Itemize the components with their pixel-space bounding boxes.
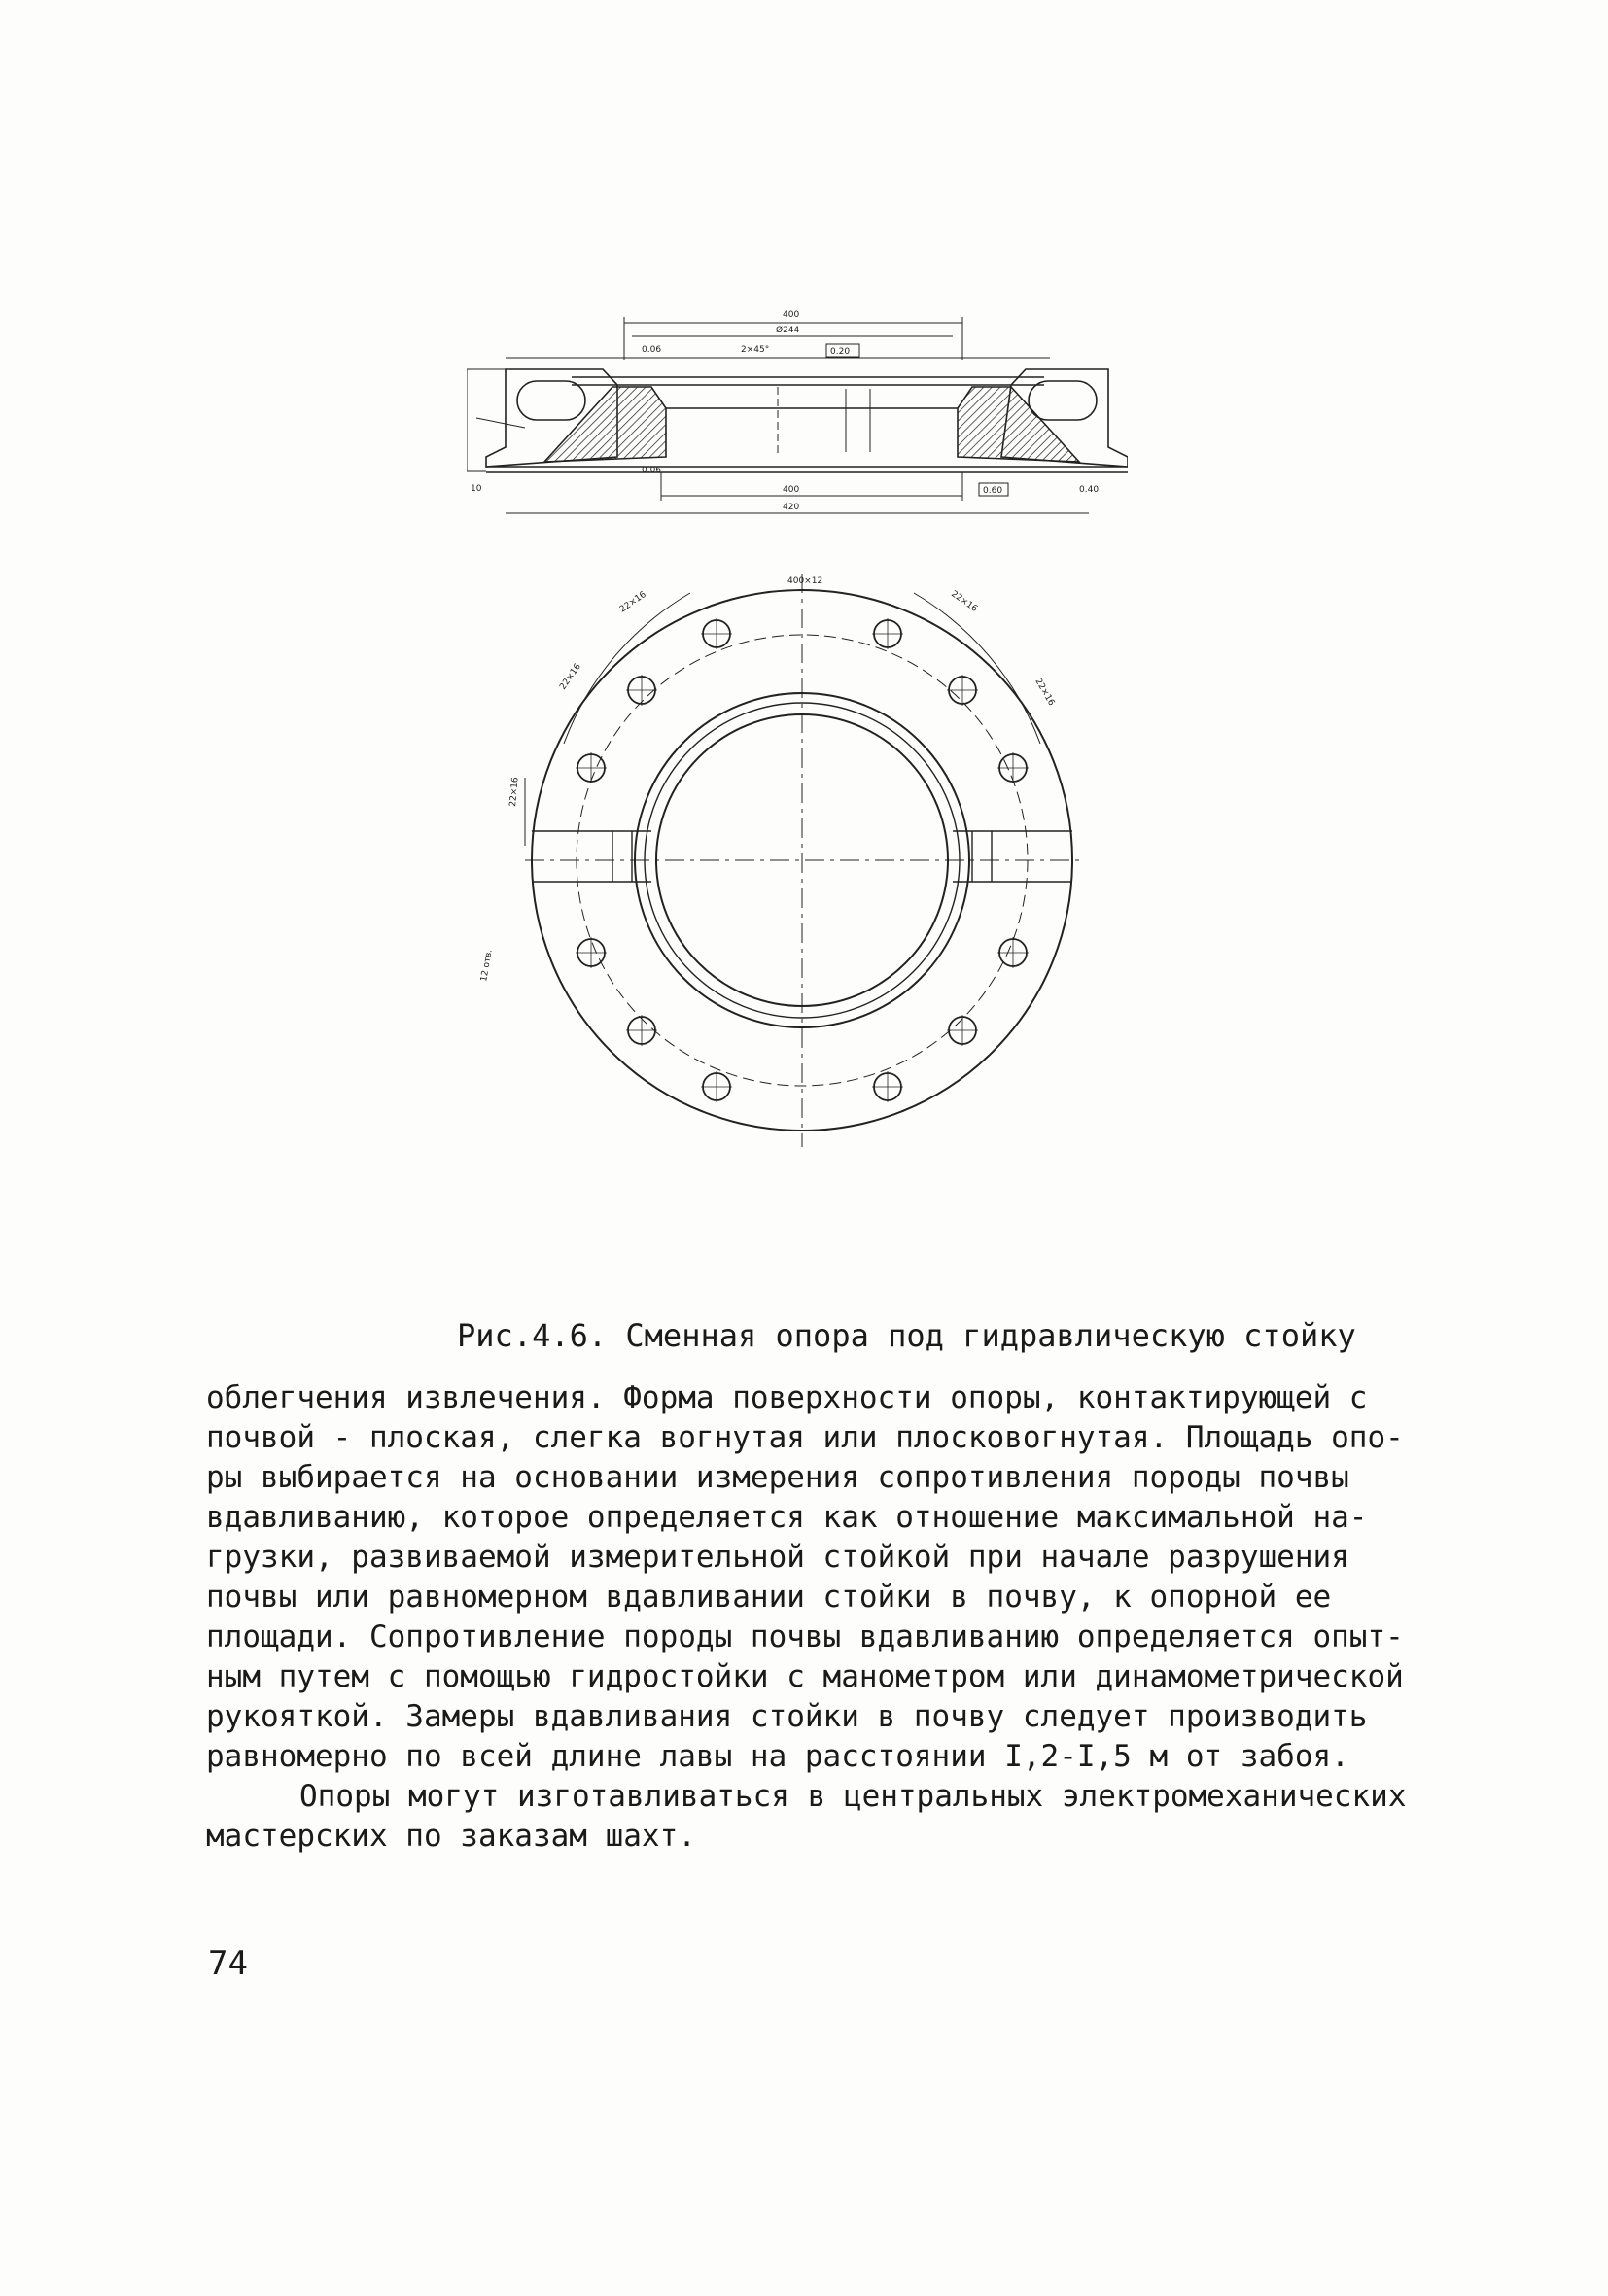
dim-top: Ø244: [776, 326, 800, 335]
dim-thickness: 10: [471, 484, 482, 494]
dim-roughness-top: 0.20: [830, 347, 851, 357]
dim-flag-top: 0.06: [642, 345, 662, 355]
paragraph2-line: Опоры могут изготавливаться в центральных электромеханических: [299, 1779, 1407, 1814]
paragraph1-line: вдавливанию, которое определяется как отношение максимальной на-: [206, 1500, 1368, 1535]
paragraph1-line: почвы или равномерном вдавливании стойки в почву, к опорной ее: [206, 1580, 1332, 1615]
paragraph1-line: ным путем с помощью гидростойки с манометром или динамометрической: [206, 1659, 1404, 1694]
paragraph1-line: рукояткой. Замеры вдавливания стойки в почву следует производить: [206, 1699, 1368, 1734]
dim-base-inner: 400: [783, 485, 800, 495]
dim-hole-a: 22×16: [617, 589, 648, 615]
technical-drawing: [467, 301, 1128, 1157]
dim-hole-d: 22×16: [949, 589, 979, 614]
paragraph1-line: грузки, развиваемой измерительной стойкой при начале разрушения: [206, 1540, 1349, 1575]
dim-hole-c: 22×16: [508, 777, 521, 808]
paragraph1-line: площади. Сопротивление породы почвы вдавливанию определяется опыт-: [206, 1619, 1404, 1654]
dim-base-outer: 420: [783, 503, 800, 512]
section-view: [467, 317, 1128, 513]
dim-overall-width: 400: [783, 310, 800, 320]
dim-flag-bottom: 0.06: [642, 466, 662, 475]
dim-circle-dia: 400×12: [787, 576, 823, 586]
paragraph1-line: равномерно по всей длине лавы на расстоянии I,2-I,5 м от забоя.: [206, 1739, 1349, 1774]
dim-roughness-right: 0.40: [1079, 485, 1100, 495]
paragraph1-line: облегчения извлечения. Форма поверхности опоры, контактирующей с: [206, 1380, 1368, 1415]
dim-hole-e: 22×16: [1032, 677, 1057, 708]
body-text: [206, 1378, 1412, 1857]
support-drawing-svg: [467, 301, 1128, 1157]
dim-roughness-bottom: 0.60: [983, 486, 1003, 496]
dim-hole-b: 22×16: [558, 662, 583, 692]
page-number: 74: [208, 1944, 248, 1983]
dim-chamfer: 2×45°: [741, 345, 770, 355]
paragraph1-line: ры выбирается на основании измерения сопротивления породы почвы: [206, 1460, 1349, 1495]
plan-view: [525, 574, 1079, 1147]
dim-hole-note: 12 отв.: [479, 949, 495, 983]
paragraph1-line: почвой - плоская, слегка вогнутая или плосковогнутая. Площадь опо-: [206, 1420, 1404, 1455]
paragraph2-line: мастерских по заказам шахт.: [206, 1819, 696, 1854]
figure-caption: Рис.4.6. Сменная опора под гидравлическую стойку: [457, 1317, 1356, 1354]
